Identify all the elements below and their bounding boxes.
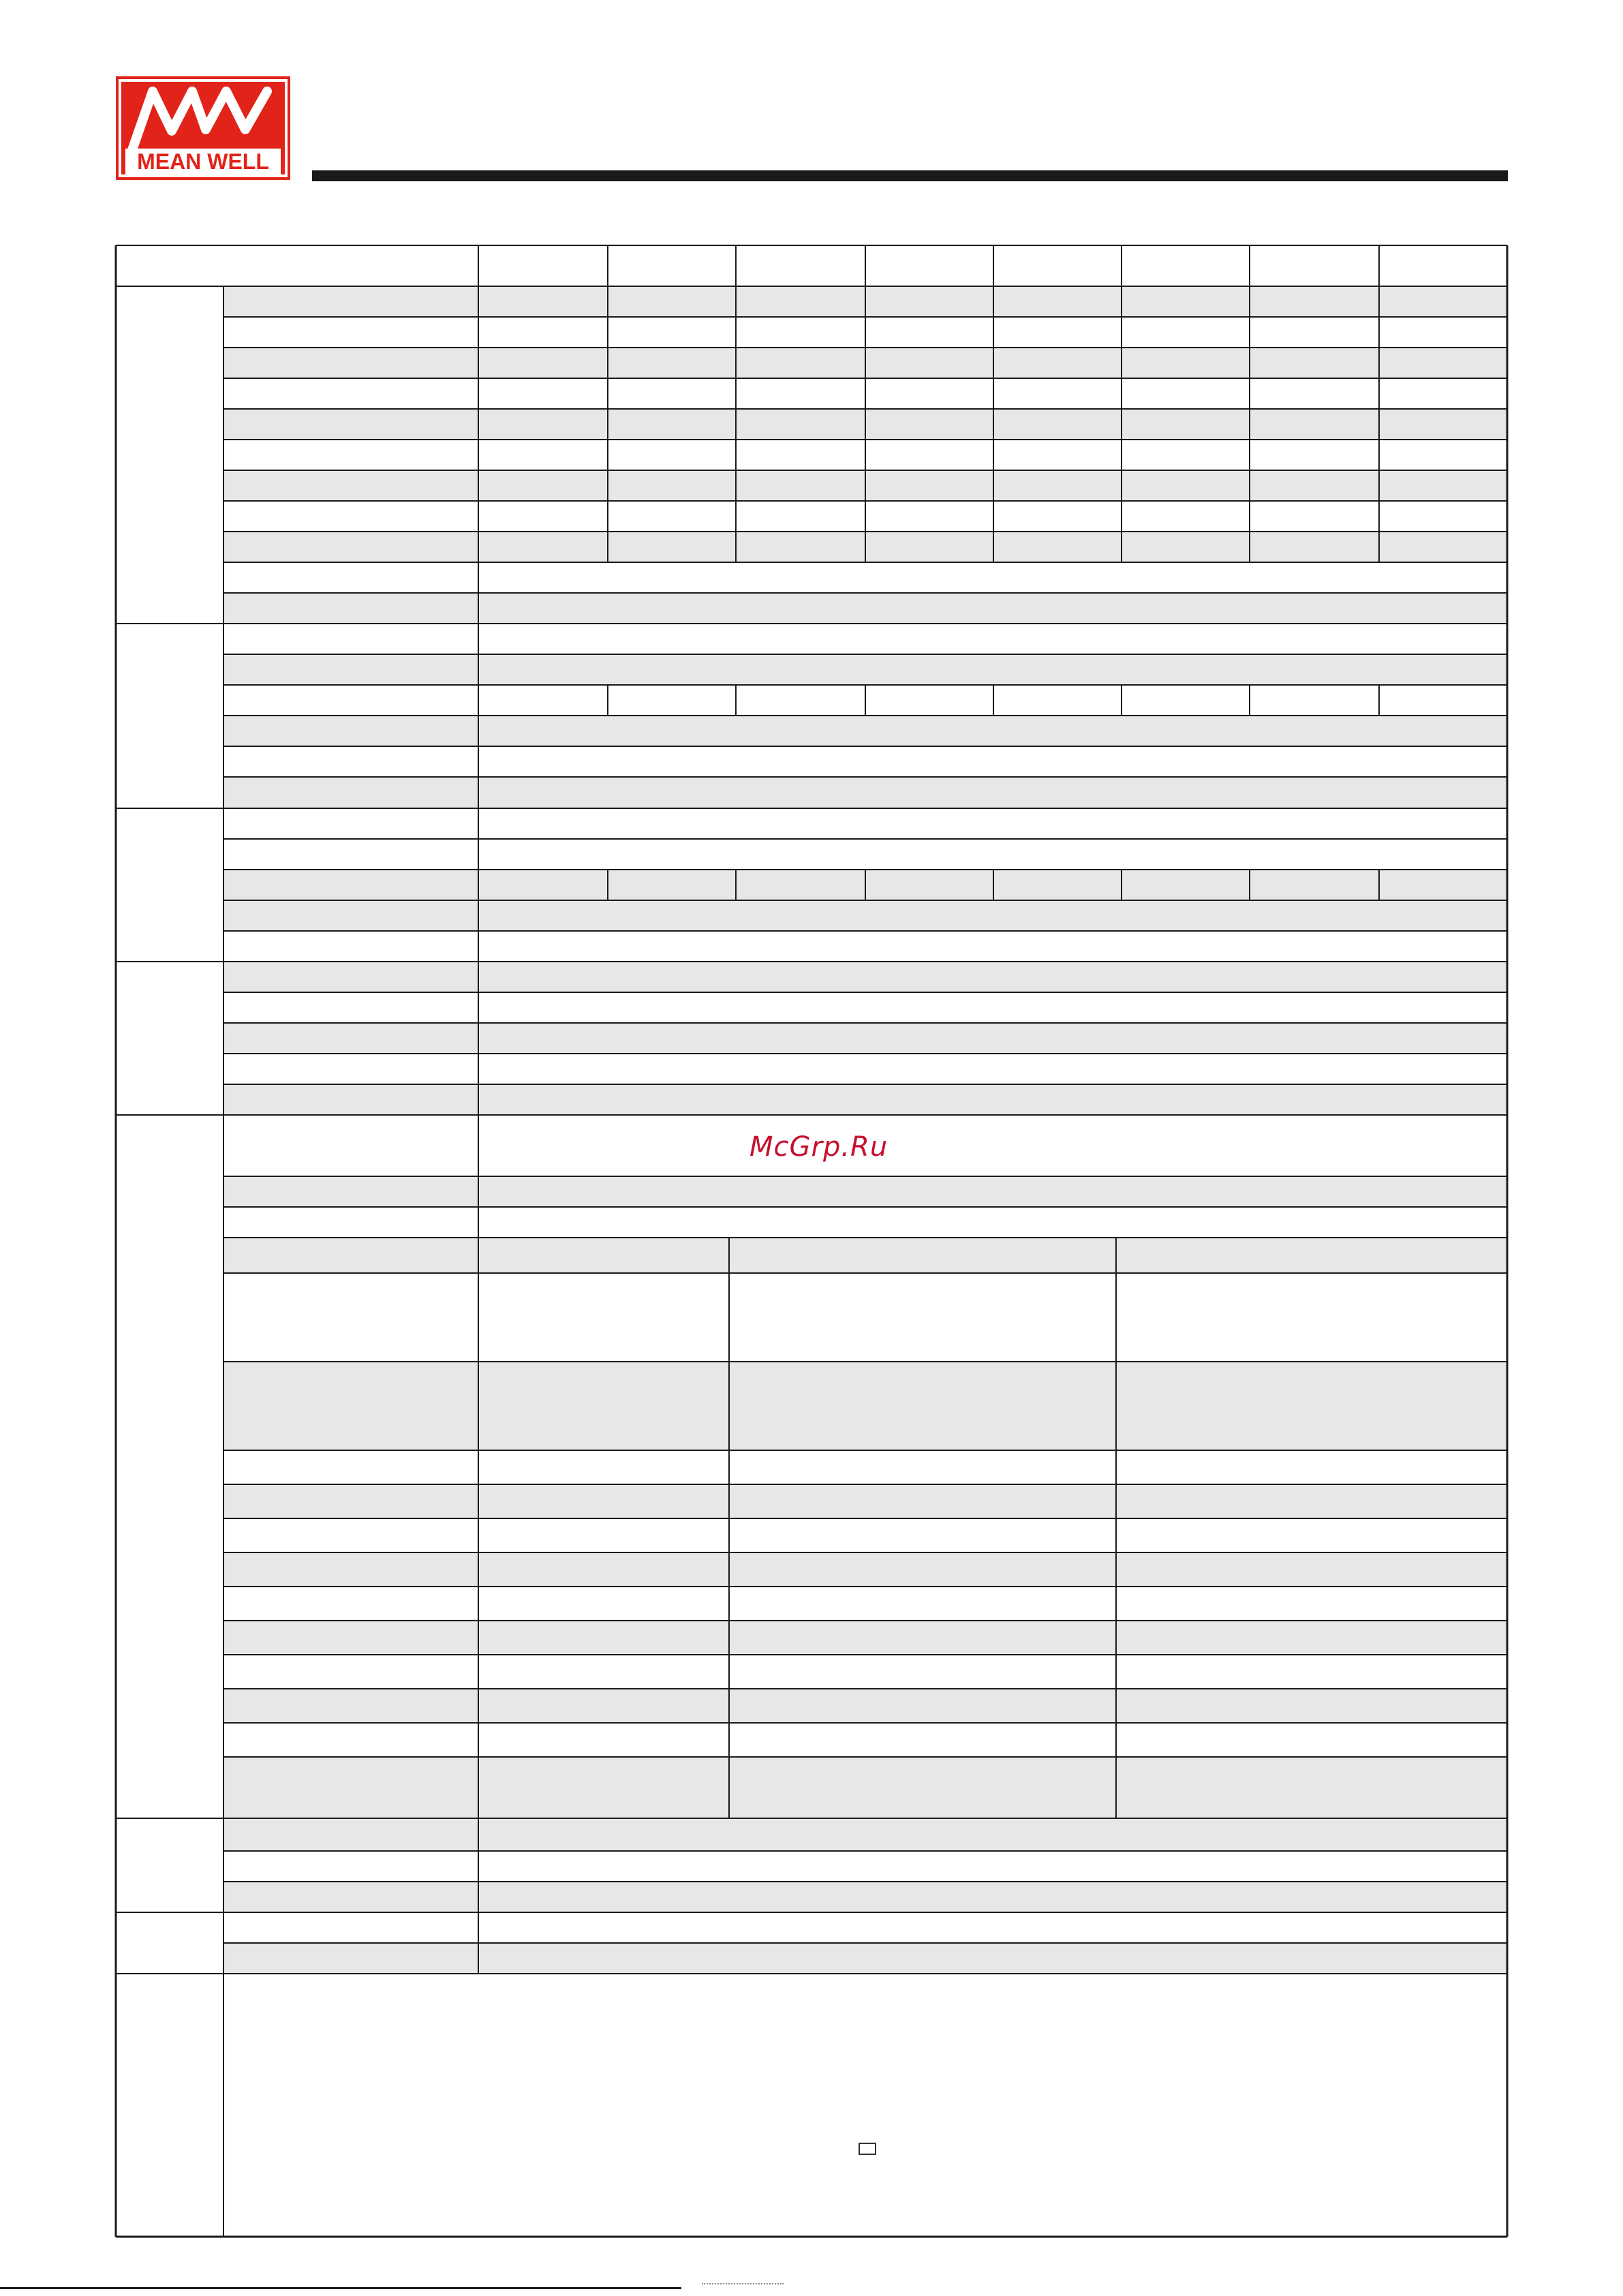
table-label-band — [223, 1023, 478, 1054]
table-label-band — [223, 409, 478, 440]
table-label-band — [223, 286, 478, 317]
table-row-band — [478, 1238, 1507, 1273]
table-label-band — [223, 900, 478, 931]
table-row-band — [478, 1621, 1507, 1655]
table-row-band — [478, 1757, 1507, 1818]
table-label-band — [223, 1757, 478, 1818]
table-row-band — [478, 777, 1507, 808]
table-label-band — [223, 532, 478, 562]
table-row-band — [478, 1176, 1507, 1207]
checkbox-mark — [859, 2143, 876, 2155]
table-row-band — [478, 716, 1507, 746]
table-label-band — [223, 654, 478, 685]
table-row-band — [478, 1689, 1507, 1723]
table-row-band — [478, 1084, 1507, 1115]
table-row-band — [478, 593, 1507, 624]
table-label-band — [223, 777, 478, 808]
table-label-band — [223, 1176, 478, 1207]
table-label-band — [223, 1362, 478, 1450]
table-label-band — [223, 1238, 478, 1273]
table-label-band — [223, 870, 478, 900]
table-label-band — [223, 1084, 478, 1115]
table-row-band — [478, 962, 1507, 992]
table-label-band — [223, 1943, 478, 1974]
table-label-band — [223, 593, 478, 624]
footer-rule — [0, 2287, 681, 2289]
watermark-text: McGrp.Ru — [749, 1131, 888, 1163]
table-row-band — [478, 1023, 1507, 1054]
table-label-band — [223, 962, 478, 992]
table-label-band — [223, 716, 478, 746]
table-label-band — [223, 1882, 478, 1912]
table-label-band — [223, 1484, 478, 1518]
table-label-band — [223, 348, 478, 378]
table-row-band — [478, 654, 1507, 685]
table-row-band — [478, 1943, 1507, 1974]
table-row-band — [478, 900, 1507, 931]
table-label-band — [223, 1552, 478, 1587]
table-label-band — [223, 470, 478, 501]
table-row-band — [478, 1882, 1507, 1912]
table-label-band — [223, 1621, 478, 1655]
table-row-band — [478, 1818, 1507, 1851]
table-row-band — [478, 1552, 1507, 1587]
table-row-band — [478, 1484, 1507, 1518]
table-label-band — [223, 1689, 478, 1723]
table-label-band — [223, 1818, 478, 1851]
table-row-band — [478, 1362, 1507, 1450]
svg-text:MEAN WELL: MEAN WELL — [137, 149, 269, 174]
footer-mark — [702, 2283, 784, 2291]
